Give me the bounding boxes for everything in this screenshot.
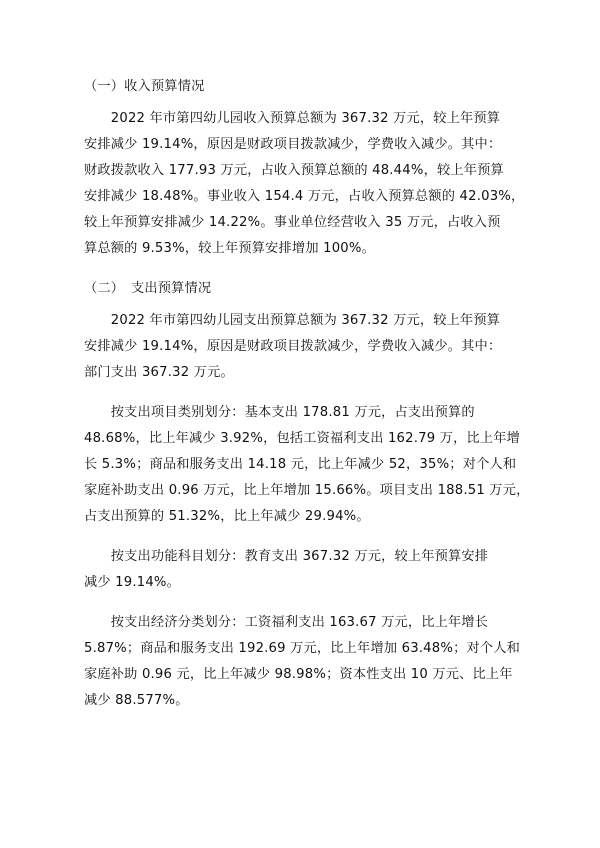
text-line: 占支出预算的 51.32%，比上年减少 29.94%。 (84, 509, 370, 524)
paragraph-expenditure-by-function (84, 544, 516, 596)
text-line: 算总额的 9.53%，较上年预算安排增加 100%。 (84, 241, 375, 256)
text-line: 安排减少 19.14%，原因是财政项目拨款减少，学费收入减少。其中： (84, 137, 502, 152)
paragraph-expenditure-by-project (84, 400, 530, 530)
text-line: 减少 19.14%。 (84, 575, 181, 590)
text-line: 按支出项目类别划分：基本支出 178.81 万元，占支出预算的 (84, 405, 475, 420)
text-line: 财政拨款收入 177.93 万元，占收入预算总额的 48.44%，较上年预算 (84, 163, 504, 178)
text-line: 按支出经济分类划分：工资福利支出 163.67 万元，比上年增长 (84, 615, 489, 630)
text-line: 2022 年市第四幼儿园收入预算总额为 367.32 万元，较上年预算 (84, 111, 501, 126)
paragraph-expenditure-by-economic-class (84, 610, 521, 714)
text-line: 2022 年市第四幼儿园支出预算总额为 367.32 万元，较上年预算 (84, 313, 501, 328)
section-heading-income: （一）收入预算情况 (84, 79, 205, 94)
text-line: 部门支出 367.32 万元。 (84, 365, 234, 380)
text-line: 48.68%，比上年减少 3.92%，包括工资福利支出 162.79 万，比上年增 (84, 431, 521, 446)
text-line: 减少 88.577%。 (84, 693, 189, 708)
text-line: 安排减少 18.48%。事业收入 154.4 万元，占收入预算总额的 42.03%， (84, 189, 525, 204)
text-line: 较上年预算安排减少 14.22%。事业单位经营收入 35 万元，占收入预 (84, 215, 501, 230)
section-heading-expenditure: （二） 支出预算情况 (84, 281, 212, 296)
paragraph-income-summary (84, 106, 525, 262)
text-line: 按支出功能科目划分：教育支出 367.32 万元，较上年预算安排 (84, 549, 489, 564)
text-line: 5.87%；商品和服务支出 192.69 万元，比上年增加 63.48%；对个人和 (84, 641, 521, 656)
text-line: 家庭补助 0.96 元，比上年减少 98.98%；资本性支出 10 万元、比上年 (84, 667, 513, 682)
paragraph-expenditure-summary (84, 308, 516, 386)
text-line: 长 5.3%；商品和服务支出 14.18 元，比上年减少 52，35%；对个人和 (84, 457, 517, 472)
text-line: 安排减少 19.14%，原因是财政项目拨款减少，学费收入减少。其中： (84, 339, 502, 354)
text-line: 家庭补助支出 0.96 万元，比上年增加 15.66%。项目支出 188.51 万元， (84, 483, 530, 498)
document-body (84, 74, 530, 728)
